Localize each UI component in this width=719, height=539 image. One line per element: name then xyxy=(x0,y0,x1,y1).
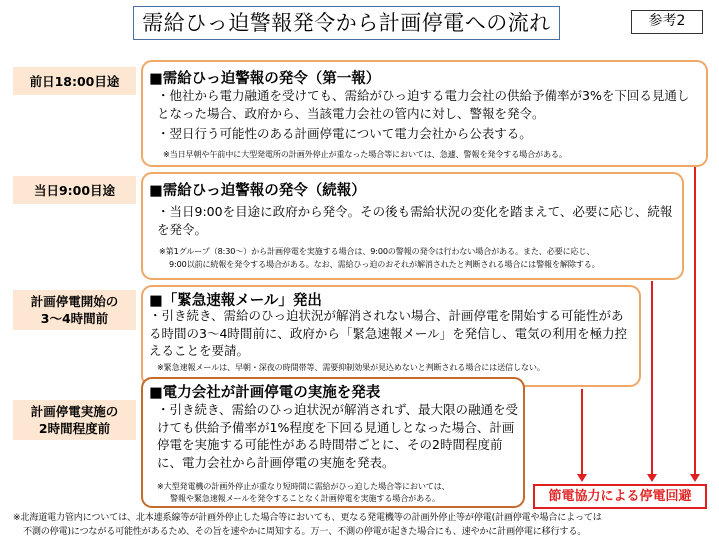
time-label-line: 計画停電実施の xyxy=(30,404,119,419)
time-label-line: 3～4時間前 xyxy=(40,311,109,326)
section-note: ※大型発電機の計画外停止が重なり短時間に需給がひっ迫した場合等においては、 xyxy=(157,481,450,491)
section-heading: ■電力会社が計画停電の実施を発表 xyxy=(149,385,381,401)
section-bullet: ・翌日行う可能性のある計画停電について電力会社から公表する。 xyxy=(157,126,532,141)
footer-line: ※北海道電力管内については、北本連系線等が計画外停止した場合等においても、更なる発電機等の計画外停止等が停電(計画停電や場合によっては xyxy=(13,513,602,523)
section-note: ※当日早朝や午前中に大型発電所の計画外停止が重なった場合等においては、急遽、警報を発令する場合がある。 xyxy=(163,149,567,159)
section-card-follow-up-warning xyxy=(141,172,684,280)
section-card-first-warning xyxy=(141,60,708,167)
footer-line: 不測の停電)につながる可能性があるため、その旨を速やかに周知する。万一、不測の停電が起きた場合にも、速やかに計画停電に移行する。 xyxy=(23,527,587,537)
section-bullet: ・当日9:00を目途に政府から発令。その後も需給状況の変化を踏まえて、必要に応じ、続報を発令。 xyxy=(157,204,673,237)
page-title: 需給ひっ迫警報発令から計画停電への流れ xyxy=(133,6,560,40)
section-note: 9:00以前に続報を発令する場合がある。なお、需給ひっ迫のおそれが解消されたと判断される場合には警報を解除する。 xyxy=(169,259,600,269)
time-label-line: 計画停電開始の xyxy=(30,294,119,309)
section-card-emergency-mail xyxy=(141,285,641,387)
arrow-head-2 xyxy=(647,474,657,482)
arrow-line-3 xyxy=(581,389,583,475)
time-label-2-hours-before xyxy=(13,400,136,440)
arrow-head-1 xyxy=(690,474,700,482)
section-note: ※第1グループ（8:30～）から計画停電を実施する場合は、9:00の警報の発令は行わない場合がある。また、必要に応じ、 xyxy=(159,246,595,256)
time-label-text: 当日9:00目途 xyxy=(33,182,116,198)
reference-badge: 参考2 xyxy=(631,10,703,34)
section-heading: ■需給ひっ迫警報の発令（第一報） xyxy=(149,71,381,87)
time-label-3-4-hours-before xyxy=(13,290,136,330)
section-bullet: ・引き続き、需給のひっ迫状況が解消されず、最大限の融通を受けても供給予備率が1%程度を下回る見通しとなった場合、計画停電を実施する可能性がある時間帯ごとに、その2時間程度前に、電力会社から計画停電の実施を発表。 xyxy=(157,402,519,470)
time-label-previous-day xyxy=(13,67,136,95)
section-heading: ■需給ひっ迫警報の発令（続報） xyxy=(149,183,366,199)
section-note: 警報や緊急速報メールを発令することなく計画停電を実施する場合がある。 xyxy=(170,493,440,503)
power-saving-outage-avoidance-label: 節電協力による停電回避 xyxy=(533,484,707,509)
section-bullet: ・他社から電力融通を受けても、需給がひっ迫する電力会社の供給予備率が3%を下回る見通しとなった場合、政府から、当該電力会社の管内に対し、警報を発令。 xyxy=(157,88,690,121)
time-label-line: 2時間程度前 xyxy=(38,421,111,436)
arrow-line-2 xyxy=(651,281,653,475)
footer-note xyxy=(13,511,713,539)
time-label-same-day xyxy=(13,176,136,204)
section-bullet: ・引き続き、需給のひっ迫状況が解消されない場合、計画停電を開始する可能性がある時間の3～4時間前に、政府から「緊急速報メール」を発信し、電気の利用を極力控えることを要請。 xyxy=(149,308,628,358)
section-heading: ■「緊急速報メール」発出 xyxy=(149,293,322,309)
time-label-text: 前日18:00目途 xyxy=(29,73,120,89)
section-note: ※緊急速報メールは、早朝・深夜の時間帯等、需要抑制効果が見込めないと判断される場合には送信しない。 xyxy=(157,362,545,372)
arrow-head-3 xyxy=(577,474,587,482)
section-card-planned-outage-announcement xyxy=(141,377,525,508)
